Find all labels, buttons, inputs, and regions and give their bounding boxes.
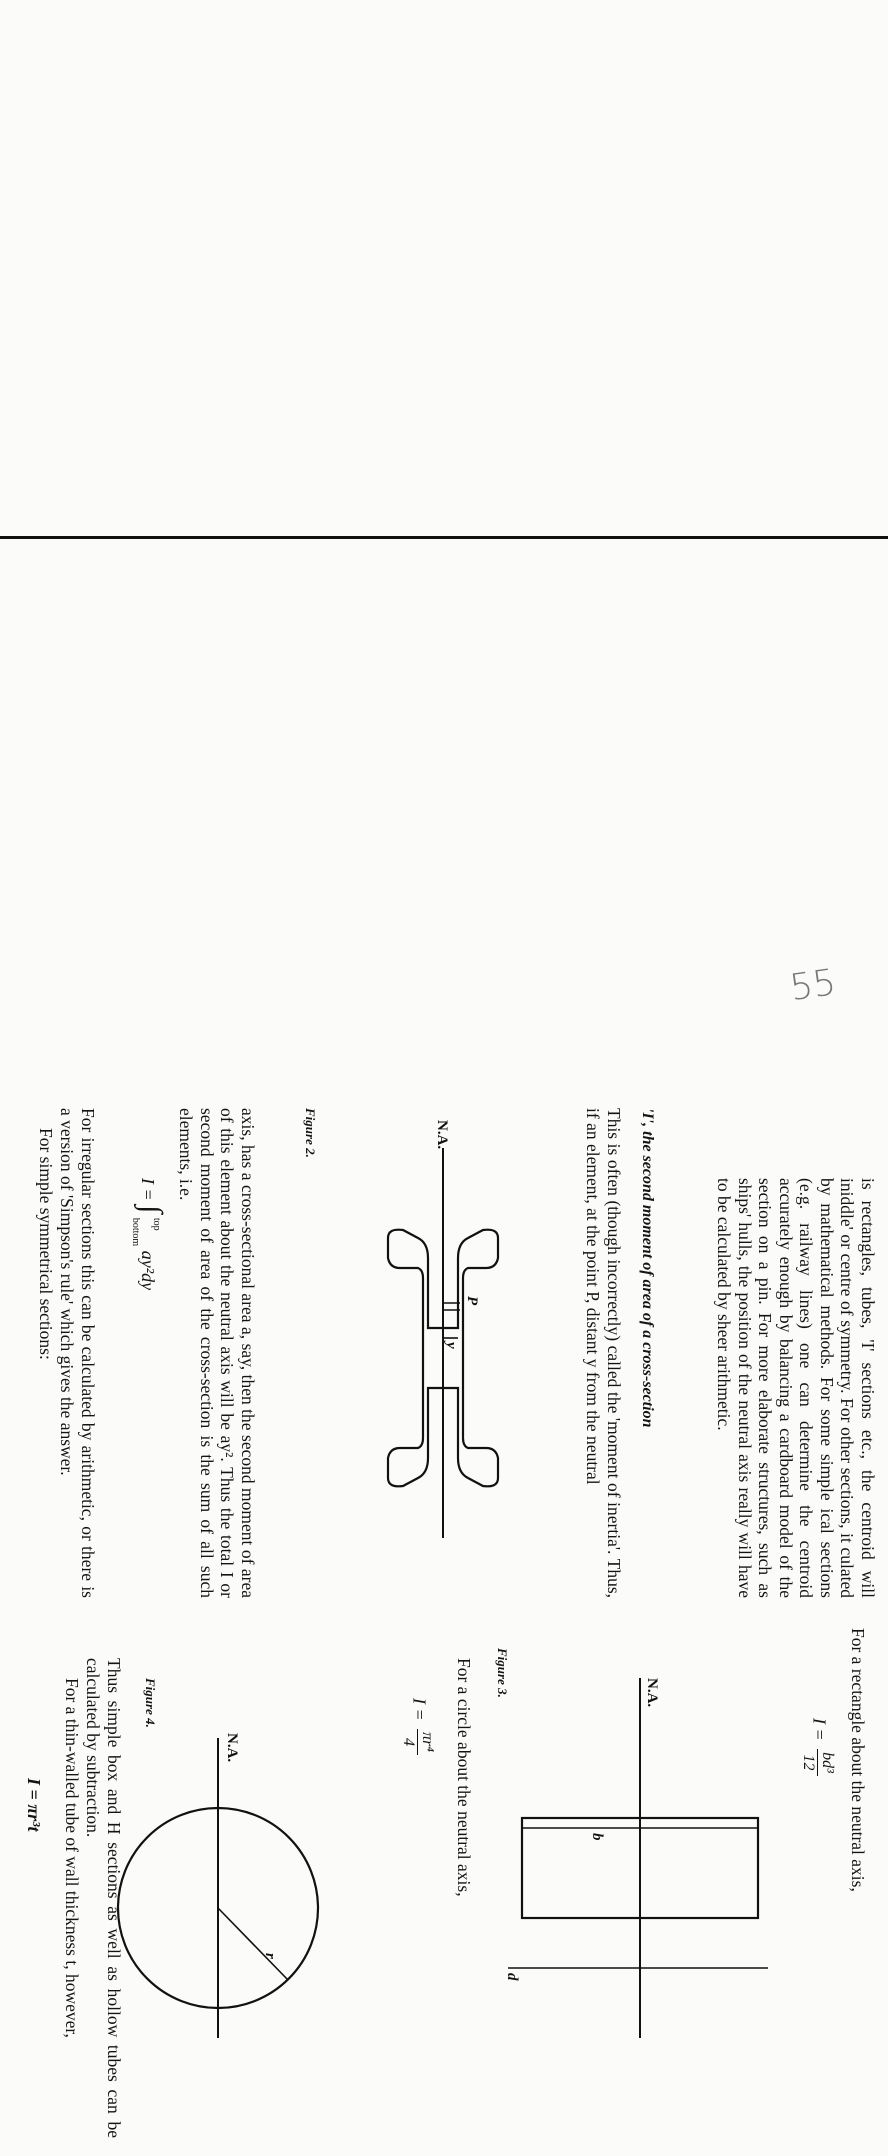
right-paragraph-2: For a circle about the neutral axis, bbox=[454, 1658, 474, 1897]
right-paragraph-4: For a thin-walled tube of wall thickness t, however, bbox=[62, 1678, 82, 2038]
integral-formula: I = ∫ top bottom ay²dy bbox=[130, 1178, 168, 1291]
neutral-axis-label: N.A. bbox=[224, 1733, 240, 1763]
integral-lower: bottom bbox=[130, 1217, 142, 1247]
left-paragraph-1: is rectangles, tubes, 'I' sections etc., the centroid will iniddle' or centre of symmetry. For other sections, it culated by mathematical methods. For some simple ical sections (e.g. railway lines) one can determine the centroid accurately enough by balancing a cardboard model of the section on a pin. For more elaborate structures, such as ships' hulls, the position of the neutral axis really will have to be calculated by sheer arithmetic. bbox=[714, 1178, 878, 1598]
page-divider bbox=[0, 536, 888, 539]
point-p-label: P bbox=[464, 1296, 480, 1306]
left-paragraph-5: For simple symmetrical sections: bbox=[36, 1128, 56, 1360]
formula2-num: πr⁴ bbox=[417, 1729, 436, 1755]
d-label: d bbox=[504, 1973, 520, 1981]
left-paragraph-4: For irregular sections this can be calculated by arithmetic, or there is a version of 'Simpson's rule' which gives the answer. bbox=[57, 1108, 98, 1598]
integral-lhs: I = bbox=[138, 1178, 158, 1201]
handwritten-page-number: 55 bbox=[787, 962, 839, 1009]
y-label: y bbox=[443, 1342, 459, 1349]
right-paragraph-1: For a rectangle about the neutral axis, bbox=[848, 1628, 868, 1892]
i-beam-figure bbox=[318, 1120, 568, 1508]
r-label: r bbox=[262, 1953, 278, 1959]
rectangle-figure bbox=[504, 1638, 768, 2058]
radius-arrow bbox=[218, 1908, 288, 1980]
figure-4-caption: Figure 4. bbox=[143, 1678, 158, 1728]
tube-formula: I = πr³t bbox=[24, 1778, 44, 1832]
formula2-den: 4 bbox=[400, 1738, 417, 1747]
circle-formula bbox=[399, 1698, 436, 1755]
formula1-num: bd³ bbox=[817, 1749, 836, 1776]
integral-upper: top bbox=[151, 1217, 163, 1231]
neutral-axis-label: N.A. bbox=[434, 1120, 450, 1150]
figure-2-caption: Figure 2. bbox=[303, 1108, 318, 1158]
figure-3-caption: Figure 3. bbox=[495, 1648, 510, 1698]
left-paragraph-3: axis, has a cross-sectional area a, say, then the second moment of area of this element about the neutral axis will be ay². Thus the total I or second moment of area of the cross-section is the sum of all such elements, i.e. bbox=[176, 1108, 258, 1598]
left-paragraph-2: This is often (though incorrectly) called the 'moment of inertia'. Thus, if an element, at the point P, distant y from the neutral bbox=[583, 1108, 624, 1598]
formula1-lhs: I = bbox=[809, 1718, 830, 1741]
section-heading: 'I', the second moment of area of a cross-section bbox=[639, 1108, 656, 1428]
neutral-axis-label: N.A. bbox=[644, 1678, 660, 1708]
rectangle-formula bbox=[799, 1718, 836, 1776]
formula2-lhs: I = bbox=[409, 1698, 430, 1721]
b-label: b bbox=[589, 1833, 605, 1841]
circle-figure bbox=[98, 1718, 358, 2048]
integral-body: ay²dy bbox=[138, 1250, 158, 1291]
right-paragraph-3: Thus simple box and H sections as well as hollow tubes can be calculated by subtraction. bbox=[83, 1658, 124, 2138]
formula1-den: 12 bbox=[800, 1754, 817, 1771]
